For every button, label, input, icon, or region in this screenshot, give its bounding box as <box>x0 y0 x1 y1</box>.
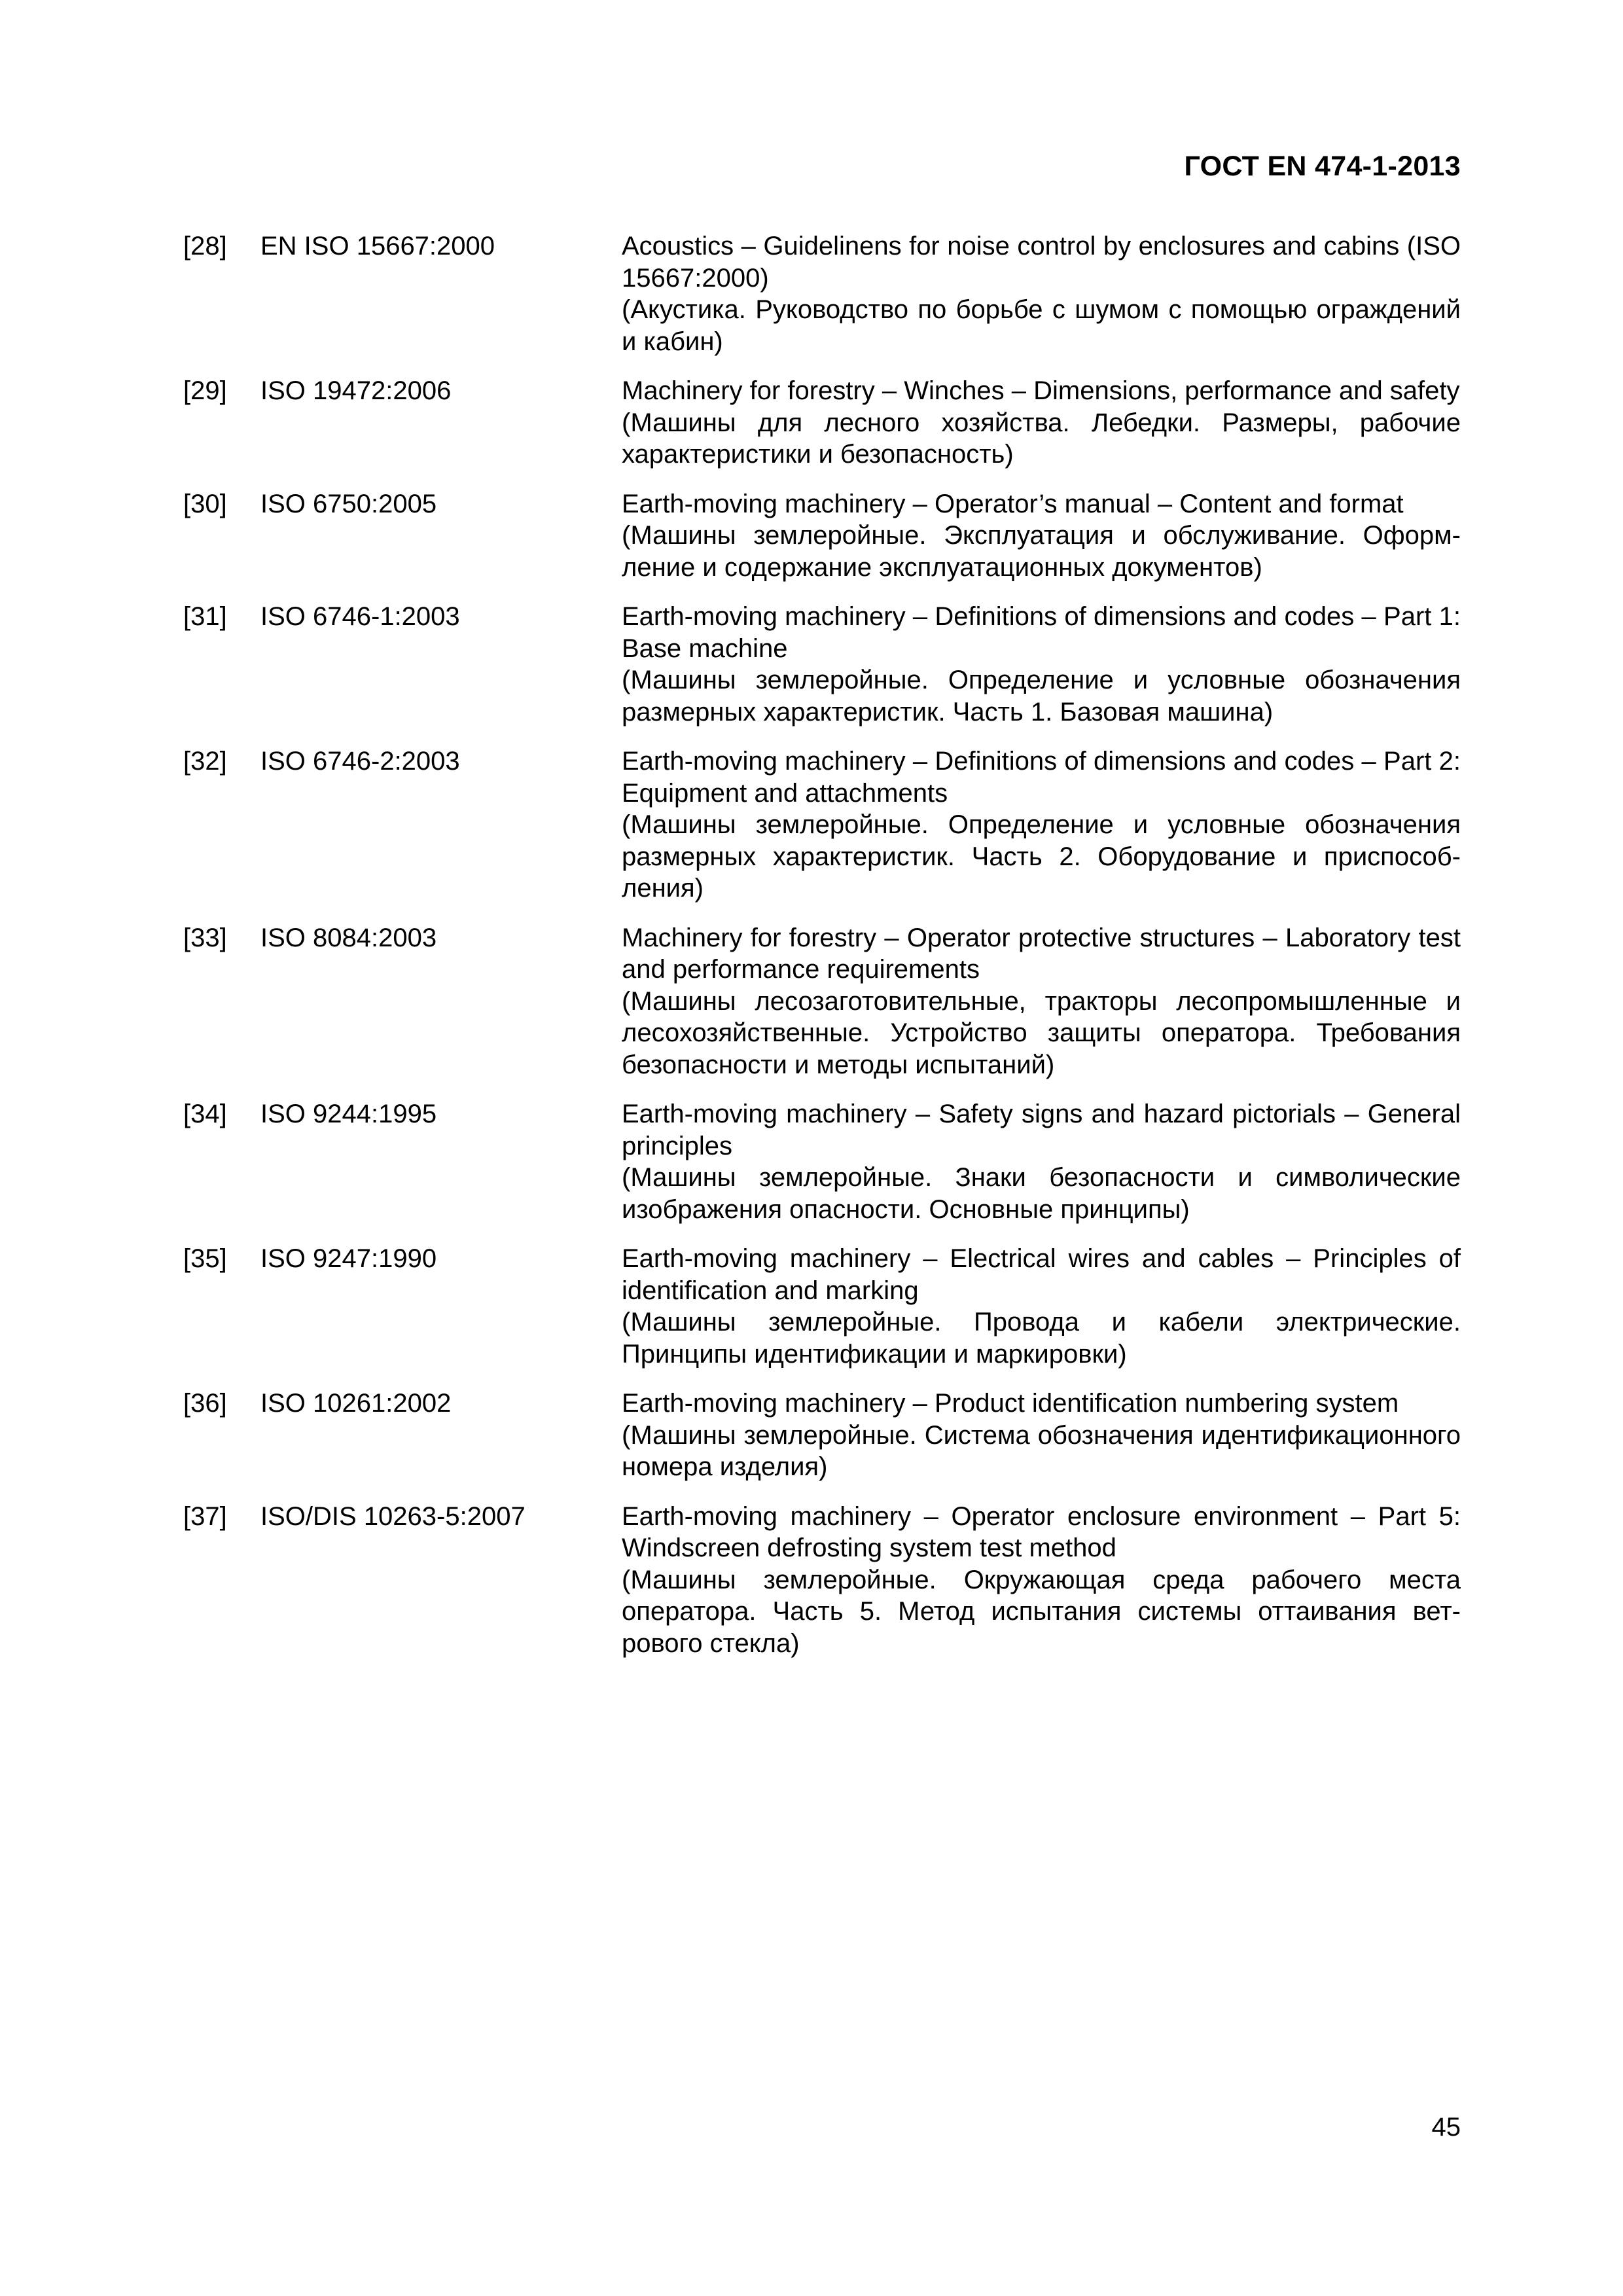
ref-description <box>622 230 1461 357</box>
ref-title-en: Acoustics – Guidelinens for noise control by enclosures and cabins (ISO 15667:2000) <box>622 232 1461 293</box>
ref-title-en: Earth-moving machinery – Product identification numbering system <box>622 1389 1399 1418</box>
bibliography-entry <box>183 488 1461 584</box>
ref-title-ru: (Машины землеройные. Определение и условные обозначения размерных характеристик. Часть 1. Базовая машина) <box>622 666 1461 726</box>
ref-title-en: Earth-moving machinery – Definitions of dimensions and codes – Part 1: Base machine <box>622 602 1461 663</box>
ref-description <box>622 1501 1461 1660</box>
ref-standard-code: ISO 6750:2005 <box>260 489 437 518</box>
ref-title-ru: (Машины для лесного хозяйства. Лебедки. Размеры, рабочие характеристики и безопасность) <box>622 408 1461 469</box>
bibliography-entry <box>183 922 1461 1081</box>
page-header-standard-id: ГОСТ EN 474-1-2013 <box>1184 151 1461 182</box>
ref-standard-code: ISO 8084:2003 <box>260 923 437 952</box>
ref-description <box>622 601 1461 728</box>
ref-standard-code: EN ISO 15667:2000 <box>260 232 495 260</box>
ref-number: [36] <box>183 1389 227 1418</box>
bibliography-entry <box>183 745 1461 905</box>
bibliography-entry <box>183 1243 1461 1370</box>
bibliography-entry <box>183 230 1461 357</box>
ref-title-ru: (Машины землеройные. Система обозначения идентификационного номера изделия) <box>622 1420 1461 1481</box>
ref-description <box>622 745 1461 905</box>
ref-title-en: Earth-moving machinery – Operator’s manual – Content and format <box>622 489 1404 518</box>
ref-title-ru: (Машины землеройные. Определение и условные обозначения размерных характеристик. Часть 2. Оборудование и приспособления) <box>622 810 1461 903</box>
ref-standard-code: ISO 10261:2002 <box>260 1389 452 1418</box>
bibliography-entry <box>183 601 1461 728</box>
ref-title-ru: (Машины землеройные. Эксплуатация и обслуживание. Оформление и содержание эксплуатационных документов) <box>622 521 1461 582</box>
bibliography-entry <box>183 1098 1461 1225</box>
ref-description <box>622 922 1461 1081</box>
ref-number: [34] <box>183 1100 227 1128</box>
ref-number: [37] <box>183 1501 227 1531</box>
ref-standard-code: ISO 6746-1:2003 <box>260 602 460 631</box>
page-number: 45 <box>1431 2113 1461 2142</box>
bibliography-entry <box>183 1388 1461 1483</box>
ref-description <box>622 1243 1461 1370</box>
ref-description <box>622 488 1461 584</box>
ref-title-en: Earth-moving machinery – Safety signs and hazard pictorials – General principles <box>622 1100 1461 1160</box>
ref-standard-code: ISO 19472:2006 <box>260 376 452 405</box>
bibliography-entry <box>183 1501 1461 1660</box>
ref-title-ru: (Машины землеройные. Провода и кабели электрические. Принципы идентификации и маркировки) <box>622 1308 1461 1369</box>
ref-number: [31] <box>183 602 227 631</box>
ref-title-ru: (Машины землеройные. Окружающая среда рабочего места оператора. Часть 5. Метод испытания системы оттаивания ветрового стекла) <box>622 1565 1461 1658</box>
bibliography-entry <box>183 375 1461 471</box>
ref-number: [28] <box>183 232 227 260</box>
ref-title-en: Earth-moving machinery – Electrical wires and cables – Principles of identification and marking <box>622 1244 1461 1305</box>
bibliography-list <box>183 230 1461 1677</box>
ref-title-ru: (Машины лесозаготовительные, тракторы лесопромышленные и лесохозяйственные. Устройство защиты оператора. Требования безопасности и методы испытаний) <box>622 986 1461 1079</box>
ref-title-ru: (Акустика. Руководство по борьбе с шумом с помощью ограждений и кабин) <box>622 295 1461 356</box>
ref-standard-code: ISO 6746-2:2003 <box>260 747 460 776</box>
ref-title-en: Earth-moving machinery – Operator enclosure environment – Part 5: Windscreen defrosting system test method <box>622 1501 1461 1562</box>
ref-title-en: Machinery for forestry – Operator protective structures – Laboratory test and performance requirements <box>622 923 1461 984</box>
ref-number: [33] <box>183 923 227 952</box>
ref-number: [30] <box>183 489 227 518</box>
ref-number: [35] <box>183 1244 227 1273</box>
ref-number: [32] <box>183 747 227 776</box>
ref-description <box>622 1098 1461 1225</box>
ref-standard-code: ISO/DIS 10263-5:2007 <box>260 1501 526 1531</box>
ref-title-en: Machinery for forestry – Winches – Dimensions, performance and safety <box>622 376 1460 405</box>
ref-title-ru: (Машины землеройные. Знаки безопасности и символические изображения опасности. Основные принципы) <box>622 1163 1461 1224</box>
ref-title-en: Earth-moving machinery – Definitions of dimensions and codes – Part 2: Equipment and attachments <box>622 747 1461 808</box>
ref-number: [29] <box>183 376 227 405</box>
ref-standard-code: ISO 9244:1995 <box>260 1100 437 1128</box>
ref-description <box>622 375 1461 471</box>
ref-description <box>622 1388 1461 1483</box>
ref-standard-code: ISO 9247:1990 <box>260 1244 437 1273</box>
